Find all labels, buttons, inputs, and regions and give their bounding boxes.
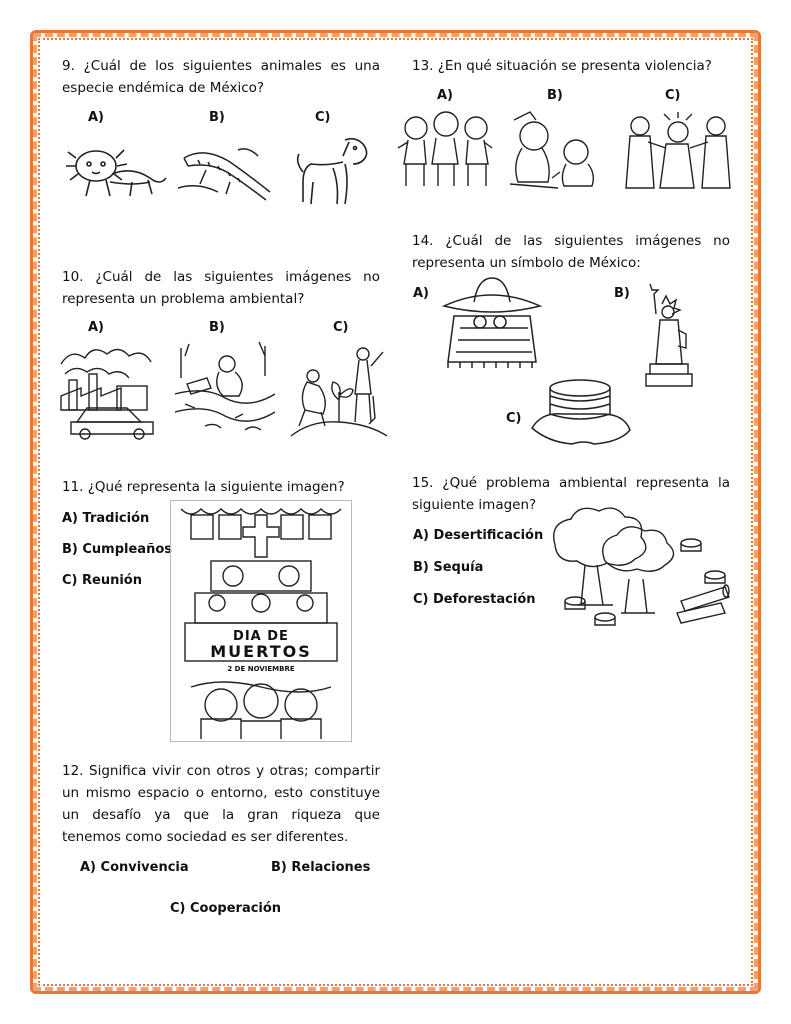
statue-of-liberty-illustration[interactable]: [636, 282, 696, 388]
q11-option-b[interactable]: B) Cumpleaños: [62, 542, 172, 557]
q12-option-a[interactable]: A) Convivencia: [80, 860, 189, 875]
friends-hugging-illustration[interactable]: [394, 108, 498, 190]
factory-pollution-illustration[interactable]: [55, 340, 167, 440]
q13-label-c: C): [665, 88, 681, 103]
axolotl-illustration[interactable]: [62, 138, 170, 208]
q15-option-a[interactable]: A) Desertificación: [413, 528, 544, 543]
q12-option-c[interactable]: C) Cooperación: [170, 901, 282, 916]
q10-label-c: C): [333, 320, 349, 335]
q9-label-b: B): [209, 110, 225, 125]
tree-planting-illustration[interactable]: [285, 340, 391, 440]
dia-de-muertos-altar-illustration[interactable]: [170, 500, 352, 742]
sombrero-serape-illustration[interactable]: [440, 276, 544, 370]
dog-illustration[interactable]: [293, 132, 375, 210]
q13-label-a: A): [437, 88, 454, 103]
question-10-text: 10. ¿Cuál de las siguientes imágenes no representa un problema ambiental?: [62, 269, 380, 307]
q14-label-a: A): [413, 286, 430, 301]
question-13-text: 13. ¿En qué situación se presenta violencia?: [412, 58, 712, 74]
q9-label-a: A): [88, 110, 105, 125]
question-15-text: 15. ¿Qué problema ambiental representa la siguiente imagen?: [412, 475, 730, 513]
question-14-text: 14. ¿Cuál de las siguientes imágenes no representa un símbolo de México:: [412, 233, 730, 271]
children-playing-illustration[interactable]: [500, 108, 608, 194]
question-12-text: 12. Significa vivir con otros y otras; compartir un mismo espacio o entorno, esto constituye un desafío ya que la gran riqueza que tenemos como sociedad es ser diferentes.: [62, 763, 380, 845]
altar-date: 2 DE NOVIEMBRE: [227, 665, 295, 673]
altar-title-line2: MUERTOS: [210, 642, 312, 661]
q13-label-b: B): [547, 88, 563, 103]
q14-label-b: B): [614, 286, 630, 301]
q12-option-b[interactable]: B) Relaciones: [271, 860, 371, 875]
question-9-text: 9. ¿Cuál de los siguientes animales es una especie endémica de México?: [62, 58, 380, 96]
q9-label-c: C): [315, 110, 331, 125]
q10-label-b: B): [209, 320, 225, 335]
adults-arguing-illustration[interactable]: [620, 112, 734, 190]
crocodile-illustration[interactable]: [178, 138, 278, 206]
q11-option-c[interactable]: C) Reunión: [62, 573, 142, 588]
q15-option-c[interactable]: C) Deforestación: [413, 592, 536, 607]
q14-label-c: C): [506, 411, 522, 426]
polluted-river-illustration[interactable]: [175, 340, 275, 440]
question-11-text: 11. ¿Qué representa la siguiente imagen?: [62, 479, 345, 495]
q11-option-a[interactable]: A) Tradición: [62, 511, 150, 526]
deforestation-illustration[interactable]: [545, 505, 735, 627]
q10-label-a: A): [88, 320, 105, 335]
q15-option-b[interactable]: B) Sequía: [413, 560, 484, 575]
tortillas-illustration[interactable]: [528, 374, 632, 448]
altar-title-line1: DIA DE: [233, 629, 289, 644]
